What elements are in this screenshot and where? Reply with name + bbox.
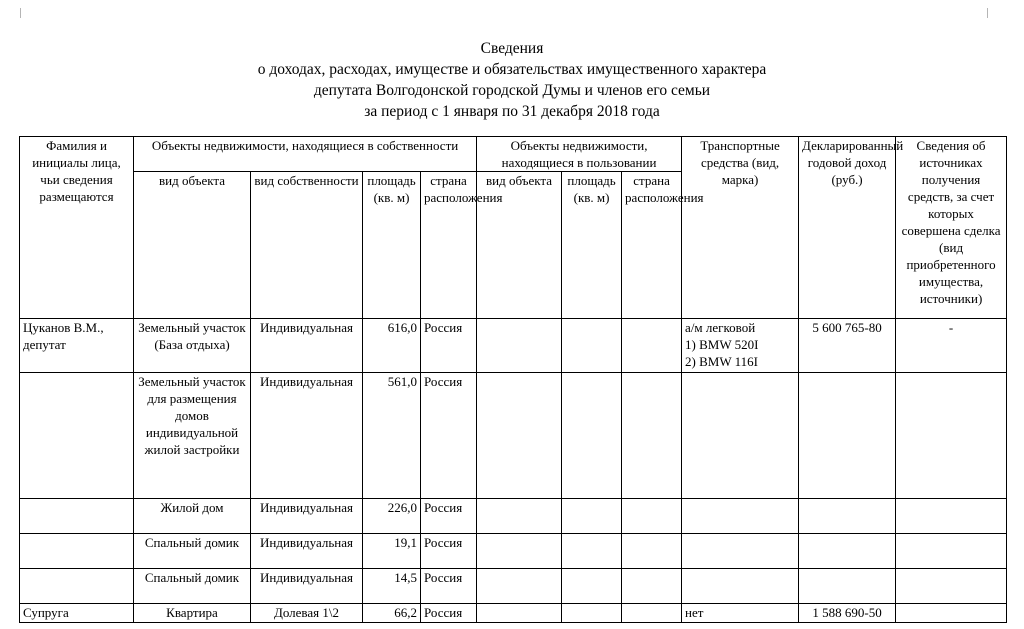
cell-used-type <box>477 569 562 604</box>
document-period: за период с 1 января по 31 декабря 2018 года <box>364 103 660 120</box>
document-subtitle-line-2: депутата Волгодонской городской Думы и членов его семьи <box>313 82 711 99</box>
table-body <box>20 319 1007 623</box>
cell-sources <box>896 373 1007 499</box>
cell-used-country <box>622 319 682 373</box>
cell-transport <box>682 569 799 604</box>
cell-used-type <box>477 534 562 569</box>
cell-ownership: Индивидуальная <box>251 569 363 604</box>
cell-used-type <box>477 373 562 499</box>
cell-used-area <box>562 499 622 534</box>
cell-name <box>20 569 134 604</box>
column-header-used-area: площадь (кв. м) <box>562 172 622 319</box>
column-header-owned-country: страна расположения <box>421 172 477 319</box>
transport-line: а/м легковой <box>685 320 756 335</box>
cell-ownership: Индивидуальная <box>251 499 363 534</box>
column-header-name: Фамилия и инициалы лица, чьи сведения размещаются <box>20 137 134 319</box>
table-row <box>20 569 1007 604</box>
cell-income: 1 588 690-50 <box>799 604 896 623</box>
cell-used-country <box>622 373 682 499</box>
cell-area: 19,1 <box>363 534 421 569</box>
cell-used-area <box>562 534 622 569</box>
cell-sources <box>896 499 1007 534</box>
declaration-table <box>19 136 1007 623</box>
cell-object-type: Земельный участок (База отдыха) <box>134 319 251 373</box>
cell-sources <box>896 569 1007 604</box>
transport-line: 2) BMW 116I <box>685 354 758 369</box>
cell-used-area <box>562 604 622 623</box>
column-header-sources: Сведения об источниках получения средств, за счет которых совершена сделка (вид приобретенного имущества, источники) <box>896 137 1007 319</box>
column-header-income: Декларированный годовой доход (руб.) <box>799 137 896 319</box>
cell-ownership: Индивидуальная <box>251 534 363 569</box>
cell-country: Россия <box>421 569 477 604</box>
column-header-used-country: страна расположения <box>622 172 682 319</box>
table-row <box>20 499 1007 534</box>
table-row <box>20 604 1007 623</box>
cell-used-area <box>562 373 622 499</box>
cell-used-country <box>622 534 682 569</box>
cell-sources <box>896 534 1007 569</box>
cell-sources <box>896 604 1007 623</box>
document-subtitle-line-1: о доходах, расходах, имуществе и обязательствах имущественного характера <box>257 61 767 78</box>
transport-line: 1) BMW 520I <box>685 337 759 352</box>
column-header-owned-ownership: вид собственности <box>251 172 363 319</box>
cell-transport <box>682 319 799 373</box>
cell-income <box>799 569 896 604</box>
table-row <box>20 534 1007 569</box>
cell-used-area <box>562 569 622 604</box>
cell-ownership: Индивидуальная <box>251 373 363 499</box>
cell-ownership: Долевая 1\2 <box>251 604 363 623</box>
column-header-used-type: вид объекта <box>477 172 562 319</box>
cell-area: 66,2 <box>363 604 421 623</box>
table-row <box>20 373 1007 499</box>
cell-name: Цуканов В.М., депутат <box>20 319 134 373</box>
page-corner-mark-left <box>10 8 21 18</box>
cell-transport <box>682 499 799 534</box>
cell-used-country <box>622 604 682 623</box>
cell-country: Россия <box>421 534 477 569</box>
cell-used-area <box>562 319 622 373</box>
cell-used-type <box>477 604 562 623</box>
cell-used-country <box>622 569 682 604</box>
cell-country: Россия <box>421 499 477 534</box>
cell-name <box>20 373 134 499</box>
cell-name <box>20 534 134 569</box>
cell-used-type <box>477 319 562 373</box>
column-header-transport: Транспортные средства (вид, марка) <box>682 137 799 319</box>
cell-country: Россия <box>421 319 477 373</box>
cell-object-type: Спальный домик <box>134 534 251 569</box>
cell-income <box>799 534 896 569</box>
cell-transport <box>682 534 799 569</box>
cell-used-type <box>477 499 562 534</box>
cell-ownership: Индивидуальная <box>251 319 363 373</box>
cell-area: 226,0 <box>363 499 421 534</box>
cell-area: 616,0 <box>363 319 421 373</box>
cell-income: 5 600 765-80 <box>799 319 896 373</box>
document-header <box>0 38 1024 122</box>
column-header-owned-type: вид объекта <box>134 172 251 319</box>
page-corner-mark-right <box>987 8 998 18</box>
cell-transport: нет <box>682 604 799 623</box>
cell-object-type: Земельный участок для размещения домов индивидуальной жилой застройки <box>134 373 251 499</box>
table-row <box>20 319 1007 373</box>
cell-object-type: Квартира <box>134 604 251 623</box>
cell-sources: - <box>896 319 1007 373</box>
cell-used-country <box>622 499 682 534</box>
document-title: Сведения <box>480 40 544 57</box>
cell-country: Россия <box>421 604 477 623</box>
table-header <box>20 137 1007 319</box>
cell-income <box>799 499 896 534</box>
cell-country: Россия <box>421 373 477 499</box>
cell-area: 14,5 <box>363 569 421 604</box>
cell-name <box>20 499 134 534</box>
column-group-used: Объекты недвижимости, находящиеся в пользовании <box>477 137 682 172</box>
cell-object-type: Спальный домик <box>134 569 251 604</box>
column-group-owned: Объекты недвижимости, находящиеся в собственности <box>134 137 477 172</box>
cell-transport <box>682 373 799 499</box>
column-header-owned-area: площадь (кв. м) <box>363 172 421 319</box>
cell-area: 561,0 <box>363 373 421 499</box>
cell-name: Супруга <box>20 604 134 623</box>
cell-income <box>799 373 896 499</box>
cell-object-type: Жилой дом <box>134 499 251 534</box>
